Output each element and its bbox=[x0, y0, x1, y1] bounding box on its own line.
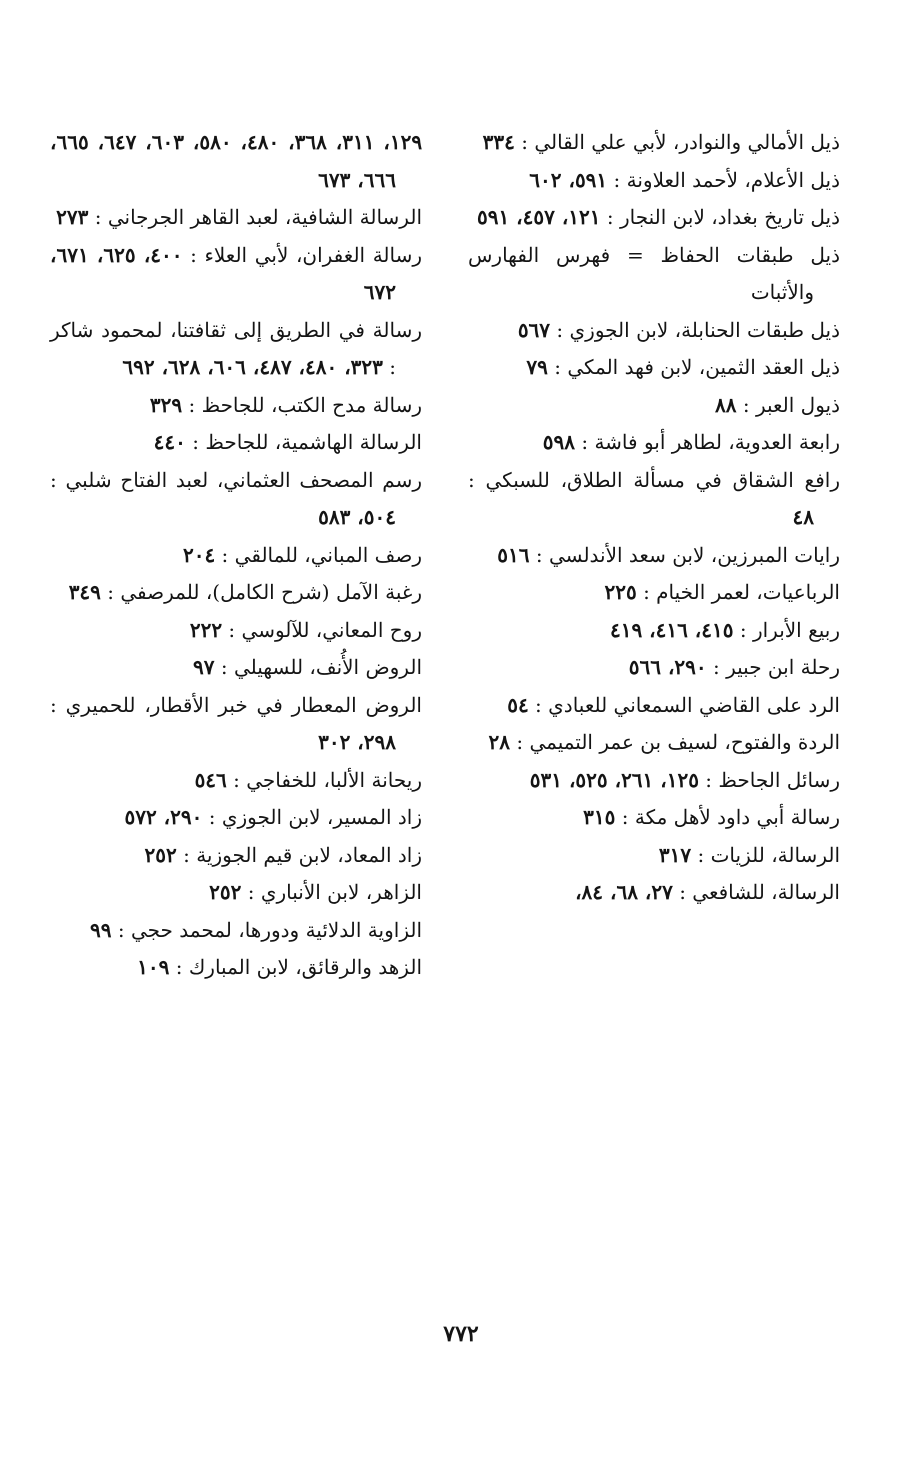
index-entry: ذيول العبر : ٨٨ bbox=[715, 392, 840, 417]
index-entry: الروض المعطار في خبر الأقطار، للحميري : ٢٩٨، ٣٠٢ bbox=[50, 692, 422, 754]
index-entry: الردة والفتوح، لسيف بن عمر التميمي : ٢٨ bbox=[488, 730, 840, 754]
index-entry: رابعة العدوية، لطاهر أبو فاشة : ٥٩٨ bbox=[542, 430, 840, 454]
index-entry: الرسالة الشافية، لعبد القاهر الجرجاني : ٢٧٣ bbox=[56, 205, 422, 229]
index-entry: رسالة أبي داود لأهل مكة : ٣١٥ bbox=[583, 805, 840, 829]
index-entry: روح المعاني، للآلوسي : ٢٢٢ bbox=[189, 617, 422, 642]
index-entry: الزاهر، لابن الأنباري : ٢٥٢ bbox=[209, 880, 422, 904]
index-entry: رافع الشقاق في مسألة الطلاق، للسبكي : ٤٨ bbox=[468, 467, 840, 529]
index-entry: ربيع الأبرار : ٤١٥، ٤١٦، ٤١٩ bbox=[609, 617, 840, 642]
page-number: ٧٧٢ bbox=[443, 1321, 479, 1347]
index-entry: الرباعيات، لعمر الخيام : ٢٢٥ bbox=[604, 580, 840, 604]
index-entry: ذيل طبقات الحفاظ = فهرس الفهارس والأثبات bbox=[468, 242, 840, 304]
index-entry: ريحانة الألبا، للخفاجي : ٥٤٦ bbox=[194, 767, 422, 792]
index-entry: الرد على القاضي السمعاني للعبادي : ٥٤ bbox=[507, 692, 840, 717]
index-entry: الروض الأُنف، للسهيلي : ٩٧ bbox=[193, 655, 422, 679]
index-entry: رسالة في الطريق إلى ثقافتنا، لمحمود شاكر : ٣٢٣، ٤٨٠، ٤٨٧، ٦٠٦، ٦٢٨، ٦٩٢ bbox=[50, 317, 422, 379]
index-entry: زاد المعاد، لابن قيم الجوزية : ٢٥٢ bbox=[144, 842, 422, 867]
index-entry: رحلة ابن جبير : ٢٩٠، ٥٦٦ bbox=[628, 655, 840, 679]
index-entry: رسائل الجاحظ : ١٢٥، ٢٦١، ٥٢٥، ٥٣١ bbox=[529, 767, 840, 792]
index-entry: رسم المصحف العثماني، لعبد الفتاح شلبي : ٥٠٤، ٥٨٣ bbox=[50, 467, 422, 529]
index-entry: الرسالة الهاشمية، للجاحظ : ٤٤٠ bbox=[153, 430, 422, 454]
index-entry: الزاوية الدلائية ودورها، لمحمد حجي : ٩٩ bbox=[90, 917, 422, 942]
index-entry: زاد المسير، لابن الجوزي : ٢٩٠، ٥٧٢ bbox=[124, 805, 422, 829]
index-entry: ذيل طبقات الحنابلة، لابن الجوزي : ٥٦٧ bbox=[517, 317, 840, 342]
right-column bbox=[468, 124, 840, 912]
left-column bbox=[50, 124, 422, 987]
index-entry: رايات المبرزين، لابن سعد الأندلسي : ٥١٦ bbox=[497, 542, 840, 567]
index-entry: الرسالة، للزيات : ٣١٧ bbox=[658, 842, 840, 867]
index-entry: ذيل الأمالي والنوادر، لأبي علي القالي : ٣٣٤ bbox=[482, 130, 840, 154]
index-entry: رصف المباني، للمالقي : ٢٠٤ bbox=[182, 542, 422, 567]
index-entry: الرسالة، للشافعي : ٢٧، ٦٨، ٨٤، bbox=[575, 880, 840, 904]
index-entry: رغبة الآمل (شرح الكامل)، للمرصفي : ٣٤٩ bbox=[68, 580, 422, 604]
index-entry-continued: ١٢٩، ٣١١، ٣٦٨، ٤٨٠، ٥٨٠، ٦٠٣، ٦٤٧، ٦٦٥، ٦٦٦، ٦٧٣ bbox=[50, 130, 423, 192]
index-entry: رسالة الغفران، لأبي العلاء : ٤٠٠، ٦٢٥، ٦٧١، ٦٧٢ bbox=[50, 242, 423, 304]
index-entry: رسالة مدح الكتب، للجاحظ : ٣٢٩ bbox=[149, 392, 422, 417]
index-entry: ذيل الأعلام، لأحمد العلاونة : ٥٩١، ٦٠٢ bbox=[529, 167, 840, 192]
index-entry: ذيل العقد الثمين، لابن فهد المكي : ٧٩ bbox=[526, 355, 840, 379]
index-entry: الزهد والرقائق، لابن المبارك : ١٠٩ bbox=[137, 955, 422, 979]
index-entry: ذيل تاريخ بغداد، لابن النجار : ١٢١، ٤٥٧، ٥٩١ bbox=[476, 205, 840, 229]
